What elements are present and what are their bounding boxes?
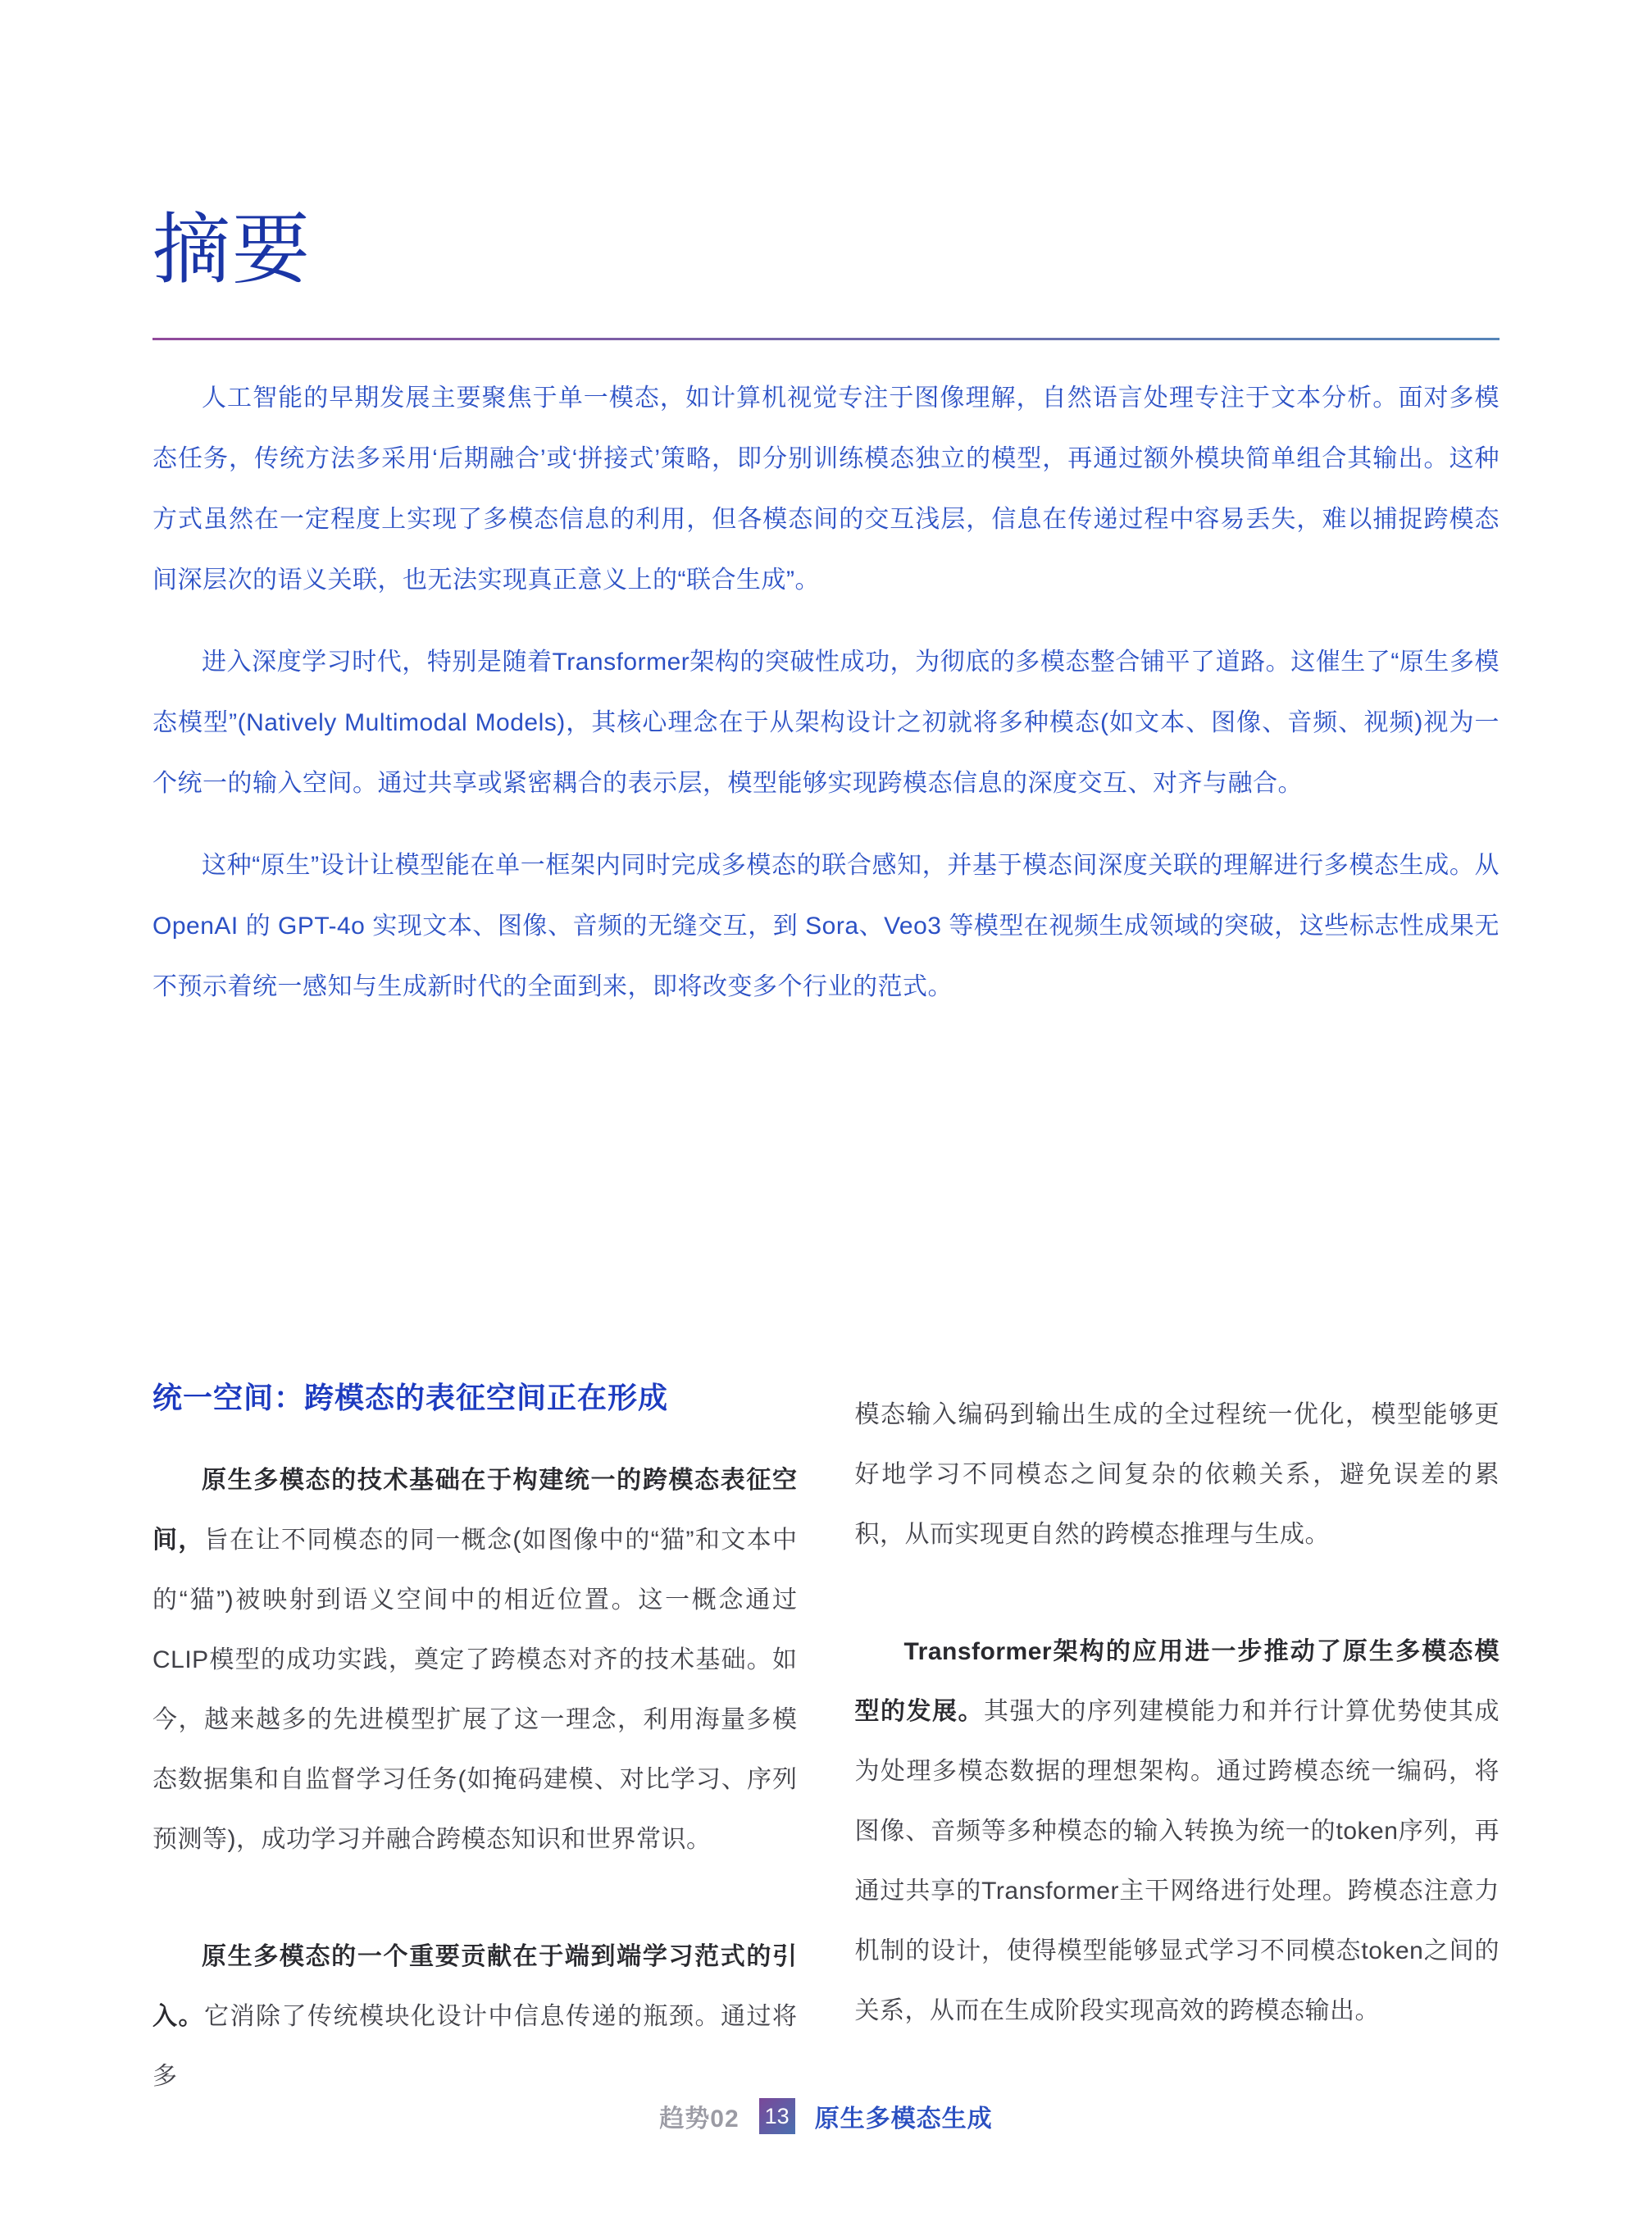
footer-trend-label: 趋势02 — [659, 2105, 740, 2133]
footer-page-badge: 13 — [759, 2098, 795, 2134]
paragraph-text: 其强大的序列建模能力和并行计算优势使其成为处理多模态数据的理想架构。通过跨模态统一编码，将图像、音频等多种模态的输入转换为统一的token序列，再通过共享的Transformer主干网络进行处理。跨模态注意力机制的设计，使得模型能够显式学习不同模态token之间的关系，从而在生成阶段实现高效的跨模态输出。 — [854, 1698, 1500, 2024]
abstract-paragraph: 进入深度学习时代，特别是随着Transformer架构的突破性成功，为彻底的多模态整合铺平了道路。这催生了“原生多模态模型”(Natively Multimodal Models)，其核心理念在于从架构设计之初就将多种模态(如文本、图像、音频、视频)视为一个统一的输入空间。通过共享或紧密耦合的表示层，模型能够实现跨模态信息的深度交互、对齐与融合。 — [152, 649, 1500, 797]
paragraph-text: 它消除了传统模块化设计中信息传递的瓶颈。通过将多 — [152, 2003, 798, 2090]
column-paragraph — [855, 1622, 1500, 2041]
paragraph-text: 旨在让不同模态的同一概念(如图像中的“猫”和文本中的“猫”)被映射到语义空间中的相近位置。这一概念通过CLIP模型的成功实践，奠定了跨模态对齐的技术基础。如今，越来越多的先进模型扩展了这一理念，利用海量多模态数据集和自监督学习任务(如掩码建模、对比学习、序列预测等)，成功学习并融合跨模态知识和世界常识。 — [152, 1527, 798, 1853]
abstract-section — [152, 368, 1500, 1017]
section-heading: 统一空间：跨模态的表征空间正在形成 — [152, 1381, 669, 1414]
page-content — [152, 0, 1500, 2106]
abstract-paragraph: 这种“原生”设计让模型能在单一框架内同时完成多模态的联合感知，并基于模态间深度关联的理解进行多模态生成。从 OpenAI 的 GPT-4o 实现文本、图像、音频的无缝交互，到 Sora、Veo3 等模型在视频生成领域的突破，这些标志性成果无不预示着统一感知与生成新时代的全面到来，即将改变多个行业的范式。 — [152, 852, 1500, 1000]
left-column — [152, 1378, 798, 2106]
two-column-section — [152, 1378, 1500, 2106]
page-title: 摘要 — [152, 207, 312, 294]
column-paragraph — [152, 1450, 798, 1869]
abstract-paragraph: 人工智能的早期发展主要聚焦于单一模态，如计算机视觉专注于图像理解，自然语言处理专注于文本分析。面对多模态任务，传统方法多采用‘后期融合’或‘拼接式’策略，即分别训练模态独立的模型，再通过额外模块简单组合其输出。这种方式虽然在一定程度上实现了多模态信息的利用，但各模态间的交互浅层，信息在传递过程中容易丢失，难以捕捉跨模态间深层次的语义关联，也无法实现真正意义上的“联合生成”。 — [152, 385, 1500, 594]
paragraph-lead-bold: Transformer架构的应用进一步推动了原生多模态模型的发展。 — [854, 1638, 1500, 1725]
paragraph-lead-bold: 原生多模态的一个重要贡献在于端到端学习范式的引入。 — [152, 1943, 798, 2030]
paragraph-lead-bold: 原生多模态的技术基础在于构建统一的跨模态表征空间， — [152, 1467, 798, 1554]
footer-section-label: 原生多模态生成 — [814, 2105, 993, 2133]
right-column — [855, 1378, 1500, 2106]
column-paragraph — [855, 1385, 1500, 1564]
paragraph-text: 模态输入编码到输出生成的全过程统一优化，模型能够更好地学习不同模态之间复杂的依赖关系，避免误差的累积，从而实现更自然的跨模态推理与生成。 — [854, 1401, 1500, 1548]
column-paragraph — [152, 1927, 798, 2106]
page-footer — [0, 2098, 1652, 2134]
title-divider — [152, 338, 1500, 340]
